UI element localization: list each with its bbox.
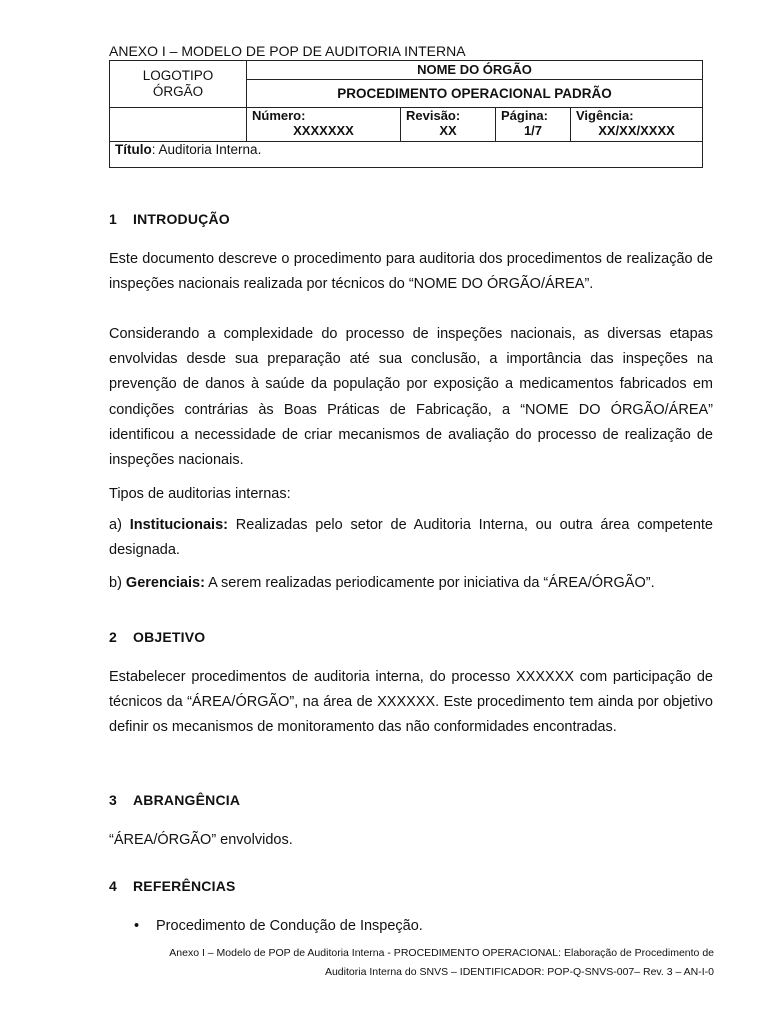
section-1-paragraph-1: Este documento descreve o procedimento para auditoria dos procedimentos de realização de inspeções nacionais realizada por técnicos do “NOME DO ÓRGÃO/ÁREA”. xyxy=(109,251,713,293)
item-b-prefix: b) xyxy=(109,575,126,591)
section-1-title: INTRODUÇÃO xyxy=(133,211,230,227)
section-3-title: ABRANGÊNCIA xyxy=(133,792,241,808)
item-a-prefix: a) xyxy=(109,517,130,533)
org-name: NOME DO ÓRGÃO xyxy=(247,61,703,80)
bullet-dot: • xyxy=(134,918,140,934)
numero-cell xyxy=(247,108,401,142)
item-b-text: A serem realizadas periodicamente por iniciativa da “ÁREA/ÓRGÃO”. xyxy=(204,575,655,591)
section-1-item-b xyxy=(109,575,655,591)
footer-line-1: Anexo I – Modelo de POP de Auditoria Interna - PROCEDIMENTO OPERACIONAL: Elaboração de Procedimento de xyxy=(169,947,714,959)
titulo-row xyxy=(110,142,703,168)
section-3-number: 3 xyxy=(109,792,117,808)
section-2-title: OBJETIVO xyxy=(133,629,206,645)
section-2-heading xyxy=(109,629,205,645)
pagina-value: 1/7 xyxy=(523,123,543,138)
vigencia-label: Vigência: xyxy=(576,108,634,123)
titulo-label: Título xyxy=(115,142,152,157)
item-a-text: Realizadas pelo setor de Auditoria Interna, ou outra área competente designada. xyxy=(109,517,713,559)
section-4-title: REFERÊNCIAS xyxy=(133,878,236,894)
logo-line2: ÓRGÃO xyxy=(152,84,204,99)
numero-value: XXXXXXX xyxy=(293,123,354,138)
pagina-cell xyxy=(496,108,571,142)
item-b-bold: Gerenciais: xyxy=(125,575,205,591)
footer-line-2: Auditoria Interna do SNVS – IDENTIFICADOR: POP-Q-SNVS-007– Rev. 3 – AN-I-0 xyxy=(324,966,714,978)
section-1-heading xyxy=(109,211,230,227)
section-4-bullet-item xyxy=(134,918,423,934)
section-2-number: 2 xyxy=(109,629,117,645)
numero-label: Número: xyxy=(252,108,306,123)
section-3-paragraph: “ÁREA/ÓRGÃO” envolvidos. xyxy=(109,832,293,848)
logo-placeholder xyxy=(110,61,247,108)
section-1-number: 1 xyxy=(109,211,117,227)
section-4-heading xyxy=(109,878,236,894)
titulo-value: : Auditoria Interna. xyxy=(151,142,262,157)
revisao-value: XX xyxy=(439,123,457,138)
section-1-types-label: Tipos de auditorias internas: xyxy=(109,486,291,502)
section-1-item-a xyxy=(109,513,713,563)
logo-line1: LOGOTIPO xyxy=(142,68,214,83)
annex-title: ANEXO I – MODELO DE POP DE AUDITORIA INTERNA xyxy=(109,43,466,59)
section-2-paragraph: Estabelecer procedimentos de auditoria interna, do processo XXXXXX com participação de técnicos da “ÁREA/ÓRGÃO”, na área de XXXXXX. Este procedimento tem ainda por objetivo definir os mecanismos de monitoramento das não conformidades encontradas. xyxy=(109,669,713,736)
header-table xyxy=(109,60,703,168)
revisao-cell xyxy=(401,108,496,142)
vigencia-cell xyxy=(571,108,703,142)
procedure-title: PROCEDIMENTO OPERACIONAL PADRÃO xyxy=(247,80,703,108)
revisao-label: Revisão: xyxy=(406,108,461,123)
section-4-number: 4 xyxy=(109,878,117,894)
pagina-label: Página: xyxy=(501,108,548,123)
bullet-text: Procedimento de Condução de Inspeção. xyxy=(156,918,423,934)
section-1-paragraph-2: Considerando a complexidade do processo de inspeções nacionais, as diversas etapas envolvidas desde sua preparação até sua conclusão, a importância das inspeções na prevenção de danos à saúde da população por exposição a medicamentos fabricados em condições contrárias às Boas Práticas de Fabricação, a “NOME DO ÓRGÃO/ÁREA” identificou a necessidade de criar mecanismos de avaliação do processo de realização de inspeções nacionais. xyxy=(109,326,713,469)
item-a-bold: Institucionais: xyxy=(129,517,228,533)
vigencia-value: XX/XX/XXXX xyxy=(598,123,675,138)
section-3-heading xyxy=(109,792,240,808)
